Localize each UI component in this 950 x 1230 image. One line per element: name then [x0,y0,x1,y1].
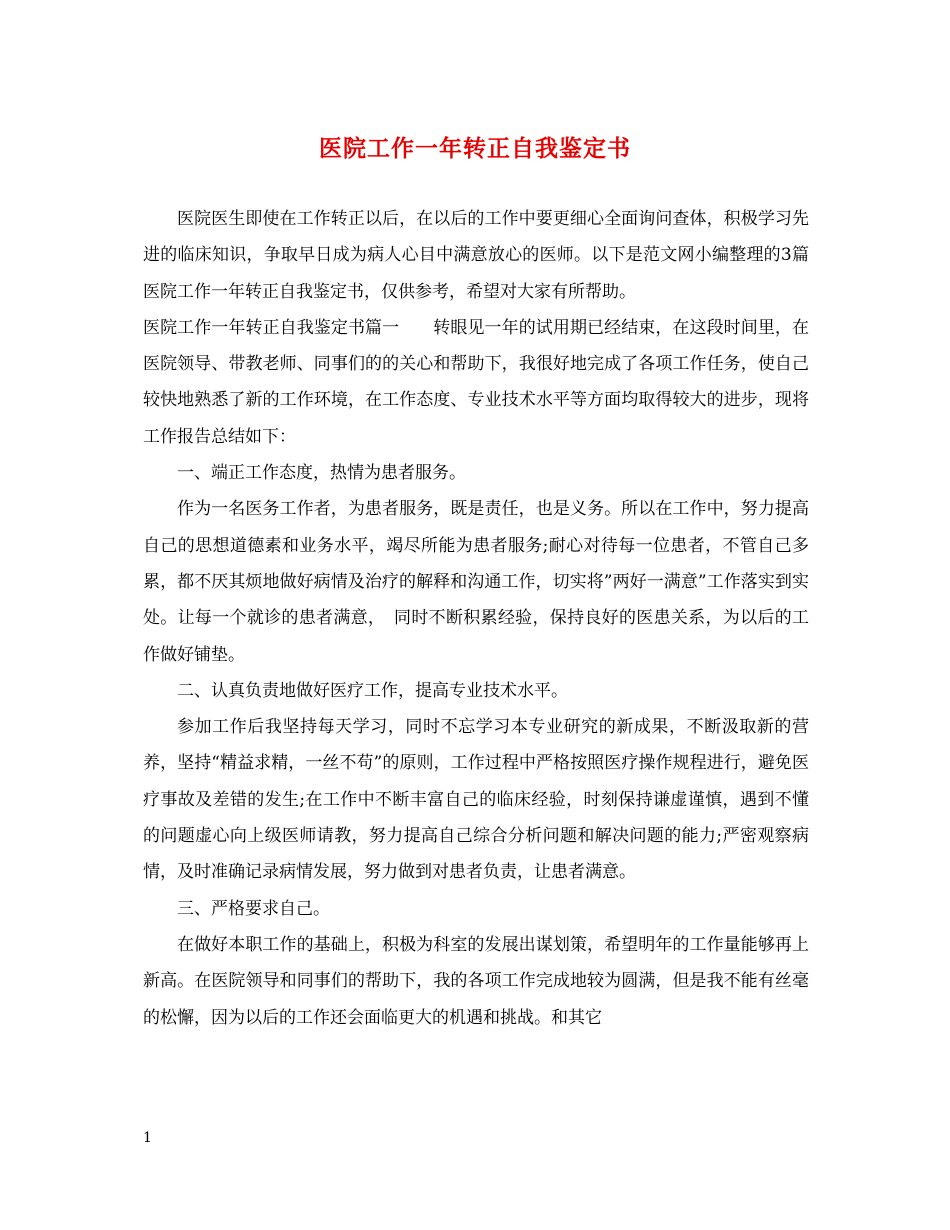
document-body [143,201,809,1036]
page-number: 1 [143,1130,152,1146]
document-title: 医院工作一年转正自我鉴定书 [319,135,631,162]
section-paragraph [143,310,809,455]
point2-paragraph: 参加工作后我坚持每天学习，同时不忘学习本专业研究的新成果，不断汲取新的营养，坚持“精益求精，一丝不苟”的原则，工作过程中严格按照医疗操作规程进行，避免医疗事故及差错的发生;在工作中不断丰富自己的临床经验，时刻保持谦虚谨慎，遇到不懂的问题虚心向上级医师请教，努力提高自己综合分析问题和解决问题的能力;严密观察病情，及时准确记录病情发展，努力做到对患者负责，让患者满意。 [143,717,809,883]
point3-heading: 三、严格要求自己。 [177,898,330,919]
point3-paragraph: 在做好本职工作的基础上，积极为科室的发展出谋划策，希望明年的工作量能够再上新高。在医院领导和同事们的帮助下，我的各项工作完成地较为圆满，但是我不能有丝毫的松懈，因为以后的工作还会面临更大的机遇和挑战。和其它 [143,934,809,1028]
intro-paragraph: 医院医生即使在工作转正以后，在以后的工作中要更细心全面询问查体，积极学习先进的临床知识，争取早日成为病人心目中满意放心的医师。以下是范文网小编整理的3篇医院工作一年转正自我鉴定书，仅供参考，希望对大家有所帮助。 [143,209,809,302]
section-intro: 转眼见一年的试用期已经结束，在这段时间里，在医院领导、带教老师、同事们的的关心和帮助下，我很好地完成了各项工作任务，使自己较快地熟悉了新的工作环境，在工作态度、专业技术水平等方面均取得较大的进步，现将工作报告总结如下： [143,317,810,447]
point2-heading: 二、认真负责地做好医疗工作，提高专业技术水平。 [177,680,568,701]
point1-paragraph: 作为一名医务工作者，为患者服务，既是责任，也是义务。所以在工作中，努力提高自己的思想道德素和业务水平，竭尽所能为患者服务;耐心对待每一位患者，不管自己多累，都不厌其烦地做好病情及治疗的解释和沟通工作，切实将”两好一满意”工作落实到实处。让每一个就诊的患者满意， 同时不断积累经验，保持良好的医患关系，为以后的工作做好铺垫。 [143,499,809,665]
section-heading: 医院工作一年转正自我鉴定书篇一 [143,317,400,338]
point1-heading: 一、端正工作态度，热情为患者服务。 [177,463,466,484]
